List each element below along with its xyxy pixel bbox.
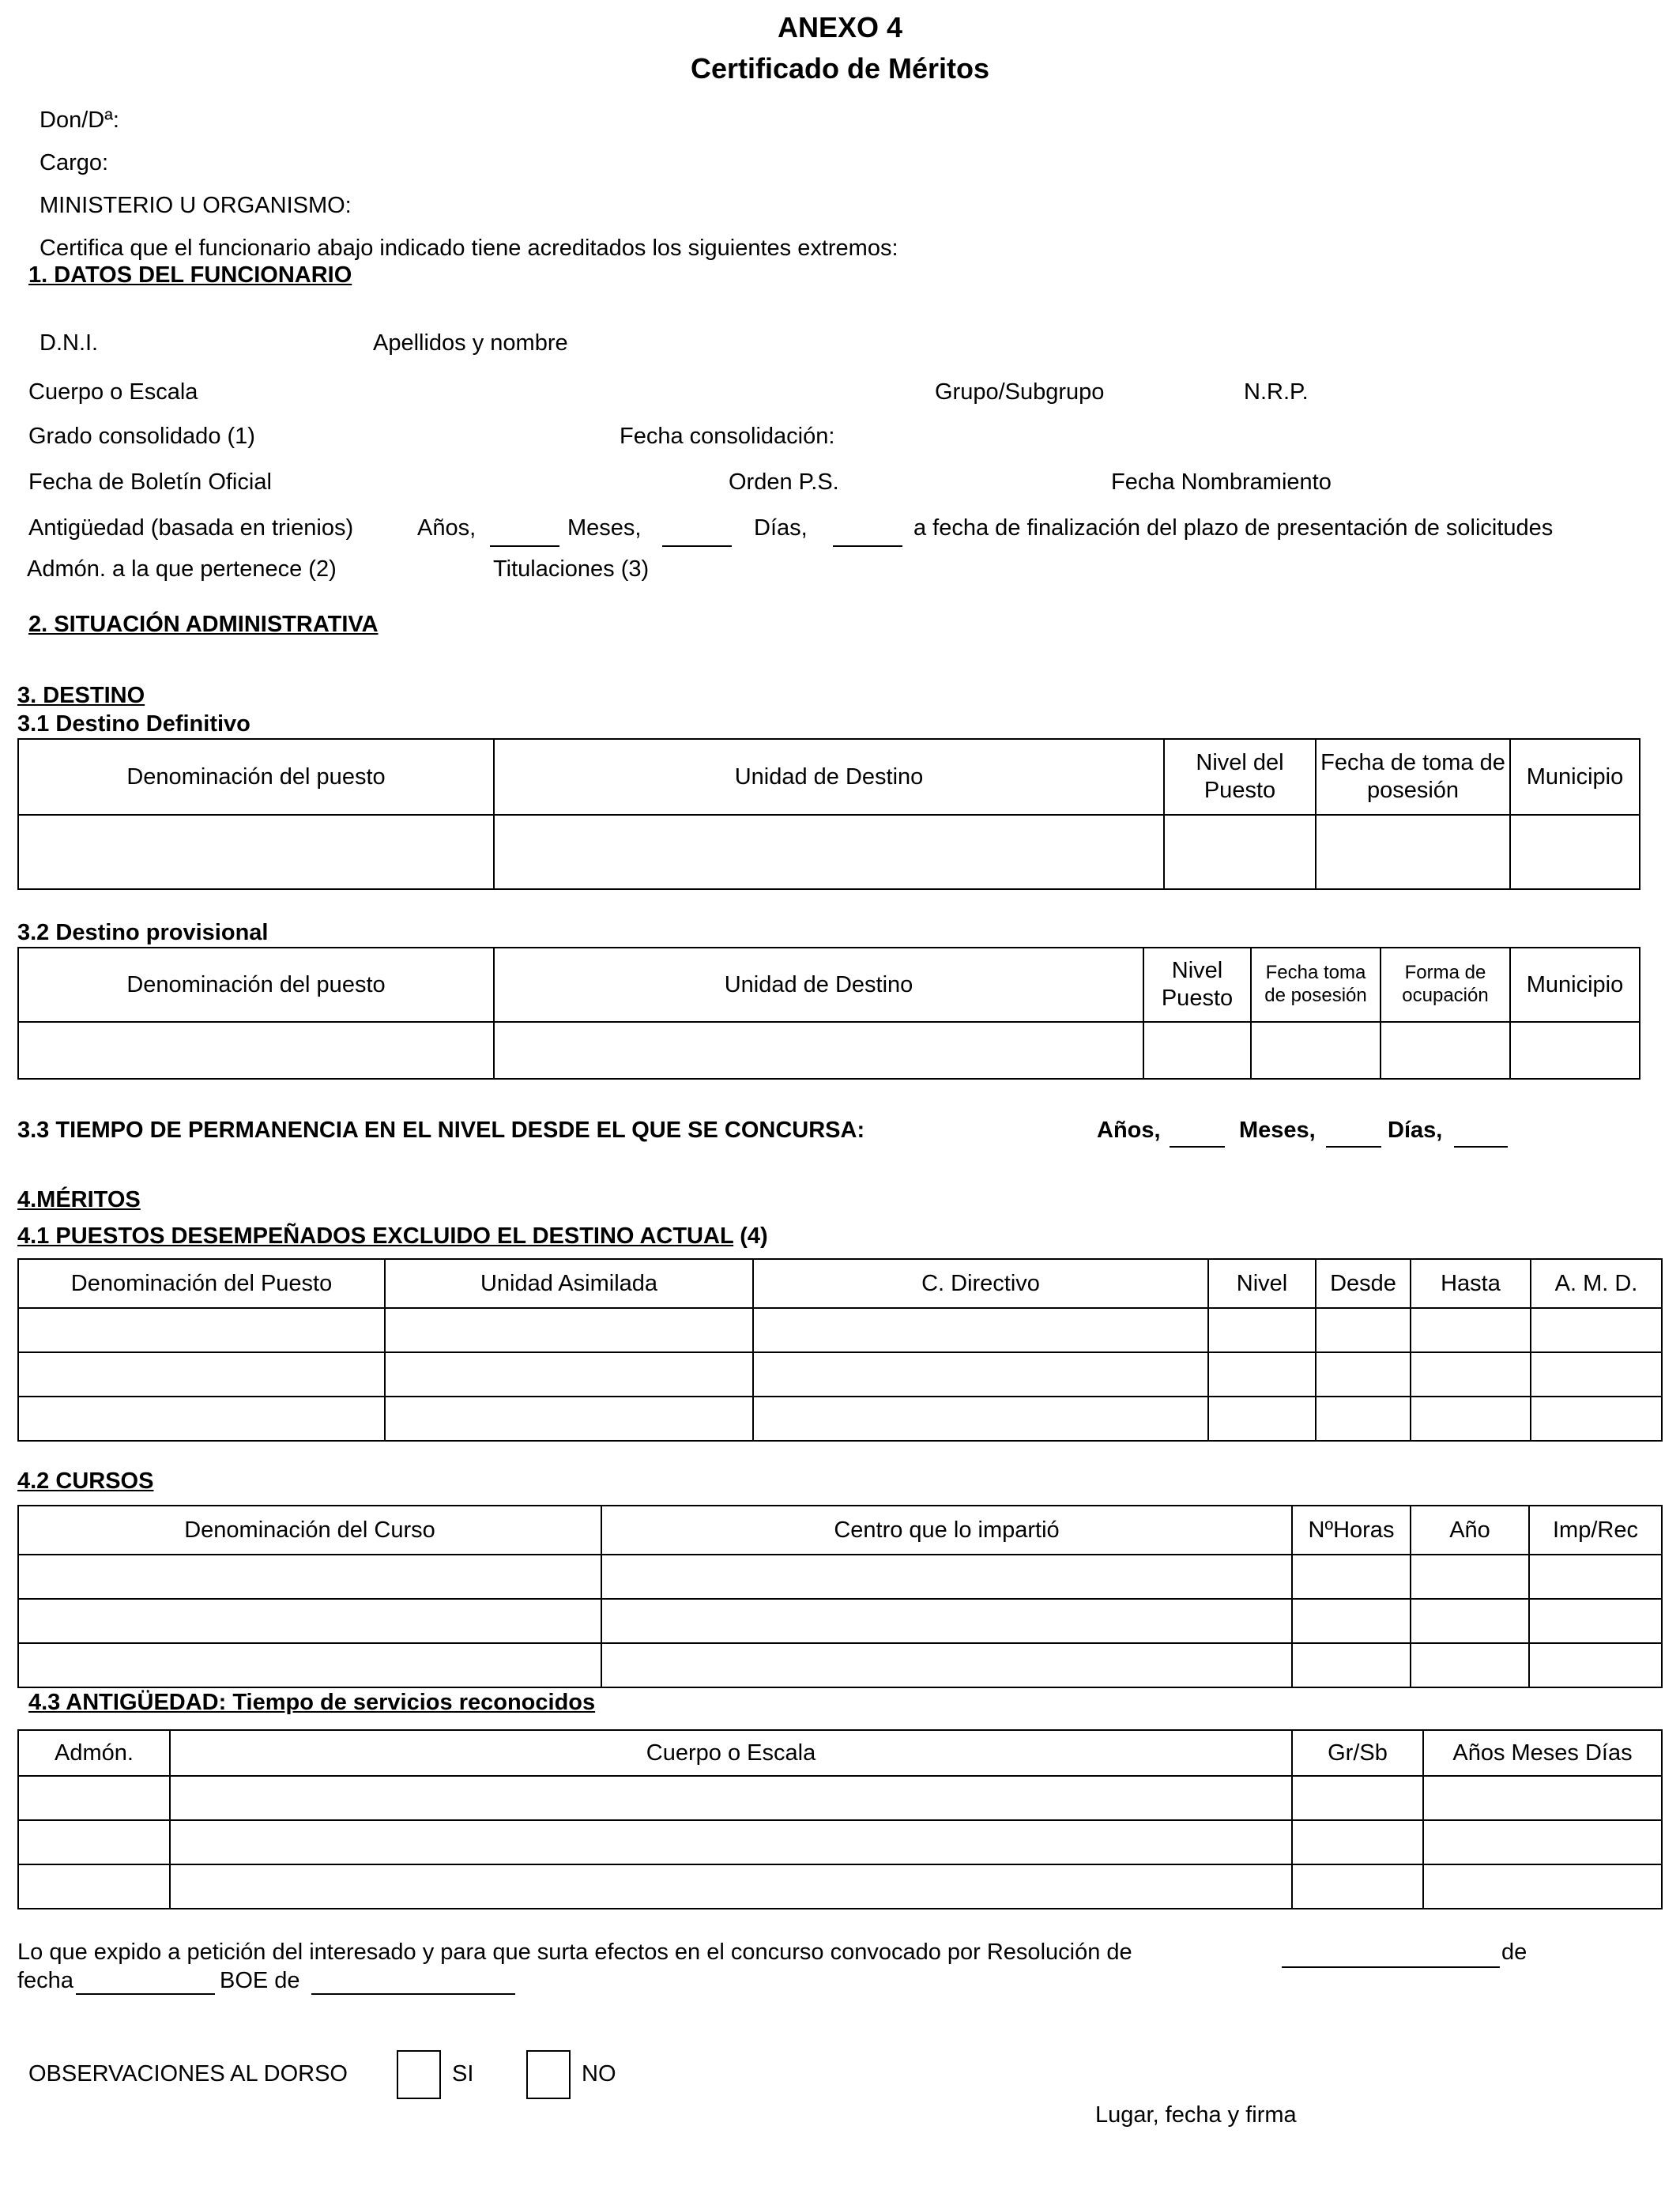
cell-input[interactable] bbox=[753, 1397, 1208, 1441]
section-4-1-note: (4) bbox=[733, 1223, 768, 1249]
permanencia-anos-label: Años, bbox=[1097, 1118, 1161, 1143]
don-label: Don/Dª: bbox=[40, 107, 119, 133]
header-denominacion: Denominación del puesto bbox=[18, 739, 494, 815]
header-unidad-asimilada: Unidad Asimilada bbox=[385, 1259, 753, 1308]
cell-input[interactable] bbox=[753, 1352, 1208, 1397]
cell-input[interactable] bbox=[1529, 1643, 1662, 1687]
fecha-final-text: a fecha de finalización del plazo de presentación de solicitudes bbox=[913, 515, 1554, 541]
si-label: SI bbox=[452, 2061, 474, 2087]
cell-input[interactable] bbox=[170, 1864, 1292, 1909]
cell-input[interactable] bbox=[1251, 1022, 1381, 1079]
header-horas: NºHoras bbox=[1292, 1506, 1411, 1555]
cell-input[interactable] bbox=[601, 1555, 1292, 1599]
cell-input[interactable] bbox=[18, 1599, 601, 1643]
si-checkbox[interactable] bbox=[397, 2050, 441, 2099]
table-row bbox=[18, 1643, 1662, 1687]
cell-input[interactable] bbox=[1292, 1599, 1411, 1643]
header-admon: Admón. bbox=[18, 1730, 170, 1776]
section-3-heading: 3. DESTINO bbox=[17, 683, 145, 708]
table-row bbox=[18, 1864, 1662, 1909]
header-centro: Centro que lo impartió bbox=[601, 1506, 1292, 1555]
cell-input[interactable] bbox=[1411, 1599, 1529, 1643]
section-1-heading: 1. DATOS DEL FUNCIONARIO bbox=[28, 262, 352, 288]
cell-input[interactable] bbox=[18, 1776, 170, 1820]
cell-input[interactable] bbox=[1316, 1308, 1411, 1352]
table-destino-definitivo bbox=[17, 738, 1640, 890]
header-anos-meses-dias: Años Meses Días bbox=[1423, 1730, 1662, 1776]
cell-input[interactable] bbox=[1316, 815, 1510, 889]
cell-input[interactable] bbox=[1411, 1308, 1531, 1352]
cargo-label: Cargo: bbox=[40, 150, 109, 175]
header-gr-sb: Gr/Sb bbox=[1292, 1730, 1423, 1776]
cell-input[interactable] bbox=[1292, 1643, 1411, 1687]
permanencia-meses-line bbox=[1326, 1146, 1381, 1148]
header-fecha-toma: Fecha de toma de posesión bbox=[1316, 739, 1510, 815]
cell-input[interactable] bbox=[1292, 1820, 1423, 1864]
boe-label: BOE de bbox=[220, 1968, 300, 1993]
header-unidad: Unidad de Destino bbox=[494, 739, 1164, 815]
header-imp-rec: Imp/Rec bbox=[1529, 1506, 1662, 1555]
header-forma-ocupacion: Forma de ocupación bbox=[1381, 948, 1510, 1022]
cuerpo-label: Cuerpo o Escala bbox=[28, 379, 198, 405]
cell-input[interactable] bbox=[1316, 1352, 1411, 1397]
no-checkbox[interactable] bbox=[526, 2050, 571, 2099]
admon-label: Admón. a la que pertenece (2) bbox=[27, 556, 337, 582]
permanencia-anos-line bbox=[1170, 1146, 1225, 1148]
cell-input[interactable] bbox=[170, 1820, 1292, 1864]
cell-input[interactable] bbox=[1292, 1864, 1423, 1909]
cell-input[interactable] bbox=[18, 1820, 170, 1864]
cell-input[interactable] bbox=[1531, 1397, 1662, 1441]
fecha-nombramiento-label: Fecha Nombramiento bbox=[1111, 469, 1332, 495]
dias-label: Días, bbox=[754, 515, 808, 541]
cell-input[interactable] bbox=[1381, 1022, 1510, 1079]
section-3-3-heading: 3.3 TIEMPO DE PERMANENCIA EN EL NIVEL DESDE EL QUE SE CONCURSA: bbox=[17, 1118, 865, 1143]
cell-input[interactable] bbox=[1423, 1864, 1662, 1909]
meses-label: Meses, bbox=[567, 515, 642, 541]
cell-input[interactable] bbox=[1411, 1352, 1531, 1397]
cell-input[interactable] bbox=[1292, 1776, 1423, 1820]
cell-input[interactable] bbox=[753, 1308, 1208, 1352]
section-4-heading: 4.MÉRITOS bbox=[17, 1187, 141, 1212]
header-cuerpo-escala: Cuerpo o Escala bbox=[170, 1730, 1292, 1776]
dni-label: D.N.I. bbox=[40, 330, 99, 356]
cell-input[interactable] bbox=[601, 1599, 1292, 1643]
header-denominacion: Denominación del puesto bbox=[18, 948, 494, 1022]
section-3-2-heading: 3.2 Destino provisional bbox=[17, 920, 269, 945]
cell-input[interactable] bbox=[1316, 1397, 1411, 1441]
dias-blank-line bbox=[833, 545, 902, 547]
certifica-text: Certifica que el funcionario abajo indicado tiene acreditados los siguientes extremos: bbox=[40, 236, 898, 261]
cell-input[interactable] bbox=[385, 1397, 753, 1441]
cell-input[interactable] bbox=[1411, 1397, 1531, 1441]
cell-input[interactable] bbox=[1423, 1776, 1662, 1820]
cell-input[interactable] bbox=[1143, 1022, 1251, 1079]
cell-input[interactable] bbox=[1208, 1352, 1316, 1397]
header-desde: Desde bbox=[1316, 1259, 1411, 1308]
permanencia-meses-label: Meses, bbox=[1239, 1118, 1316, 1143]
fecha-boletin-label: Fecha de Boletín Oficial bbox=[28, 469, 272, 495]
cell-input[interactable] bbox=[601, 1643, 1292, 1687]
cell-input[interactable] bbox=[1510, 1022, 1640, 1079]
header-nivel: Nivel bbox=[1208, 1259, 1316, 1308]
section-3-1-heading: 3.1 Destino Definitivo bbox=[17, 711, 250, 737]
header-unidad: Unidad de Destino bbox=[494, 948, 1143, 1022]
header-fecha-toma: Fecha toma de posesión bbox=[1251, 948, 1381, 1022]
cell-input[interactable] bbox=[18, 1022, 494, 1079]
header-denominacion-curso: Denominación del Curso bbox=[18, 1506, 601, 1555]
table-row bbox=[18, 1776, 1662, 1820]
header-ano: Año bbox=[1411, 1506, 1529, 1555]
cell-input[interactable] bbox=[1164, 815, 1316, 889]
observaciones-label: OBSERVACIONES AL DORSO bbox=[28, 2061, 348, 2087]
expido-text: Lo que expido a petición del interesado y para que surta efectos en el concurso convocado por Resolución de bbox=[17, 1940, 1132, 1965]
header-hasta: Hasta bbox=[1411, 1259, 1531, 1308]
table-antiguedad bbox=[17, 1729, 1663, 1909]
header-nivel: Nivel del Puesto bbox=[1164, 739, 1316, 815]
cell-input[interactable] bbox=[1531, 1352, 1662, 1397]
boe-blank-line bbox=[311, 1993, 515, 1995]
orden-label: Orden P.S. bbox=[729, 469, 839, 495]
cell-input[interactable] bbox=[494, 1022, 1143, 1079]
resolucion-blank-line bbox=[1282, 1966, 1500, 1968]
cell-input[interactable] bbox=[1411, 1555, 1529, 1599]
anos-blank-line bbox=[490, 545, 559, 547]
cell-input[interactable] bbox=[1411, 1643, 1529, 1687]
no-label: NO bbox=[582, 2061, 616, 2087]
section-4-2-heading: 4.2 CURSOS bbox=[17, 1468, 154, 1494]
anos-label: Años, bbox=[417, 515, 477, 541]
table-puestos-desempenados bbox=[17, 1258, 1663, 1442]
fecha-blank-line bbox=[76, 1993, 215, 1995]
nrp-label: N.R.P. bbox=[1244, 379, 1309, 405]
header-municipio: Municipio bbox=[1510, 948, 1640, 1022]
cell-input[interactable] bbox=[1292, 1555, 1411, 1599]
table-cursos bbox=[17, 1505, 1663, 1688]
header-nivel: Nivel Puesto bbox=[1143, 948, 1251, 1022]
section-4-1-title: 4.1 PUESTOS DESEMPEÑADOS EXCLUIDO EL DESTINO ACTUAL bbox=[17, 1223, 734, 1249]
header-amd: A. M. D. bbox=[1531, 1259, 1662, 1308]
cell-input[interactable] bbox=[1510, 815, 1640, 889]
table-row bbox=[18, 1352, 1662, 1397]
grupo-label: Grupo/Subgrupo bbox=[935, 379, 1105, 405]
table-row bbox=[18, 1599, 1662, 1643]
cell-input[interactable] bbox=[18, 1555, 601, 1599]
cell-input[interactable] bbox=[1208, 1308, 1316, 1352]
table-row bbox=[18, 1308, 1662, 1352]
table-row bbox=[18, 1397, 1662, 1441]
meses-blank-line bbox=[662, 545, 732, 547]
cell-input[interactable] bbox=[18, 1308, 385, 1352]
header-municipio: Municipio bbox=[1510, 739, 1640, 815]
fecha-label: fecha bbox=[17, 1968, 73, 1993]
de-label: de bbox=[1501, 1940, 1527, 1965]
header-denominacion: Denominación del Puesto bbox=[18, 1259, 385, 1308]
grado-label: Grado consolidado (1) bbox=[28, 424, 255, 449]
permanencia-dias-line bbox=[1454, 1146, 1508, 1148]
cell-input[interactable] bbox=[18, 1352, 385, 1397]
cell-input[interactable] bbox=[1208, 1397, 1316, 1441]
table-row bbox=[18, 1022, 1640, 1079]
permanencia-dias-label: Días, bbox=[1388, 1118, 1443, 1143]
cell-input[interactable] bbox=[18, 815, 494, 889]
ministerio-label: MINISTERIO U ORGANISMO: bbox=[40, 193, 352, 218]
section-4-1-heading bbox=[17, 1223, 768, 1250]
antiguedad-label: Antigüedad (basada en trienios) bbox=[28, 515, 354, 541]
titulaciones-label: Titulaciones (3) bbox=[493, 556, 650, 582]
section-2-heading: 2. SITUACIÓN ADMINISTRATIVA bbox=[28, 612, 379, 637]
section-4-3-heading: 4.3 ANTIGÜEDAD: Tiempo de servicios reconocidos bbox=[28, 1690, 596, 1715]
cell-input[interactable] bbox=[18, 1643, 601, 1687]
cell-input[interactable] bbox=[1423, 1820, 1662, 1864]
table-row bbox=[18, 1820, 1662, 1864]
cell-input[interactable] bbox=[1531, 1308, 1662, 1352]
cell-input[interactable] bbox=[385, 1308, 753, 1352]
fecha-consolidacion-label: Fecha consolidación: bbox=[620, 424, 835, 449]
cell-input[interactable] bbox=[18, 1864, 170, 1909]
cell-input[interactable] bbox=[170, 1776, 1292, 1820]
cell-input[interactable] bbox=[18, 1397, 385, 1441]
table-row bbox=[18, 815, 1640, 889]
header-c-directivo: C. Directivo bbox=[753, 1259, 1208, 1308]
annex-title: ANEXO 4 bbox=[777, 11, 903, 43]
page-title: Certificado de Méritos bbox=[690, 52, 990, 85]
lugar-fecha-firma: Lugar, fecha y firma bbox=[1095, 2102, 1297, 2128]
cell-input[interactable] bbox=[385, 1352, 753, 1397]
table-destino-provisional bbox=[17, 947, 1640, 1080]
table-row bbox=[18, 1555, 1662, 1599]
cell-input[interactable] bbox=[1529, 1599, 1662, 1643]
cell-input[interactable] bbox=[494, 815, 1164, 889]
cell-input[interactable] bbox=[1529, 1555, 1662, 1599]
apellidos-label: Apellidos y nombre bbox=[373, 330, 568, 356]
